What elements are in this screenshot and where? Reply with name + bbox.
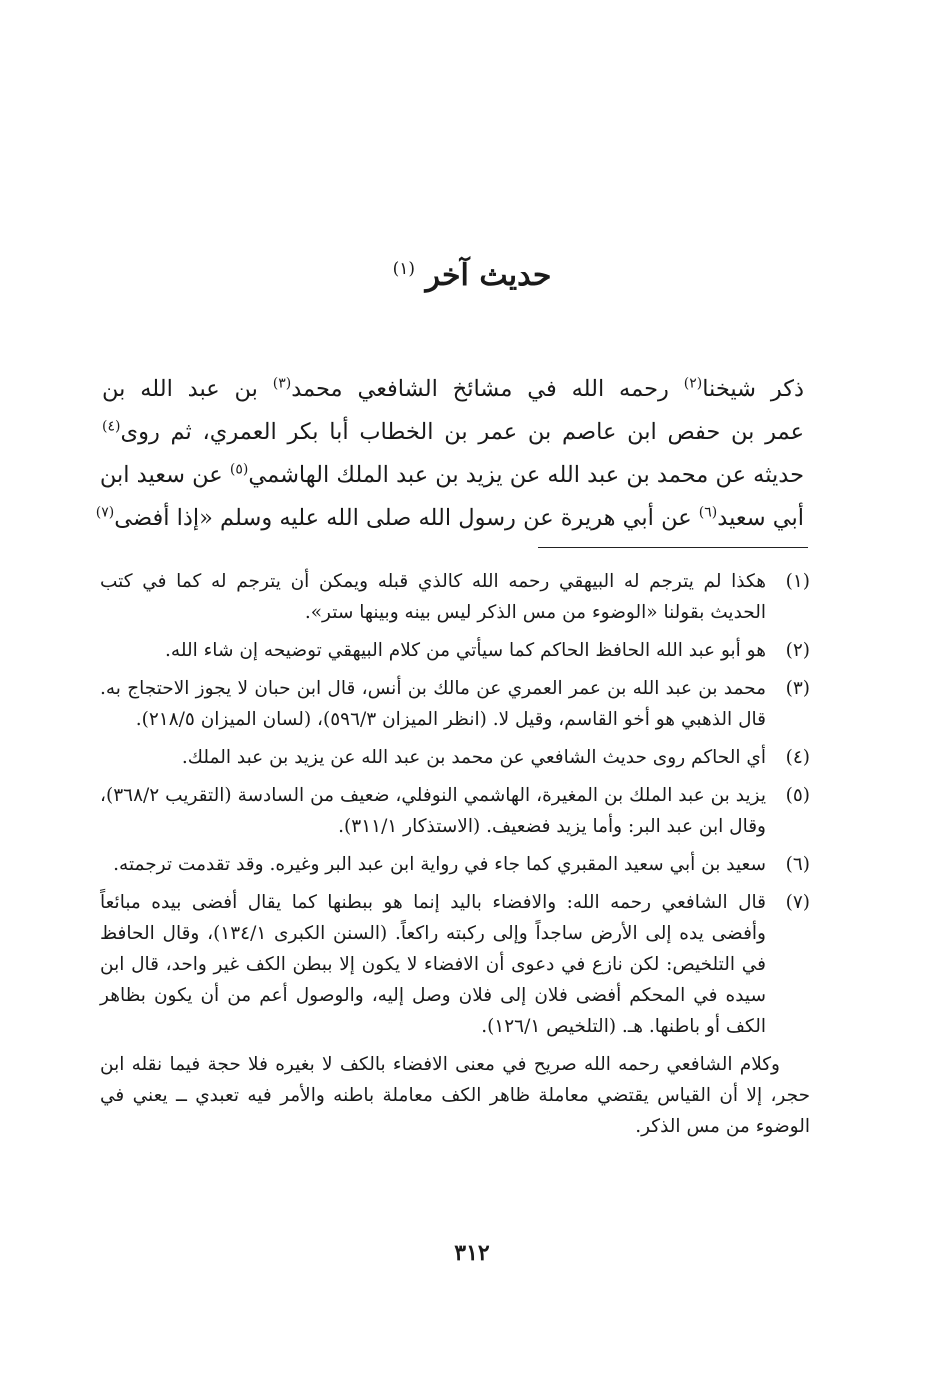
main-line-3 [99, 454, 804, 497]
footnote-5 [100, 780, 810, 842]
main-text-segment: ذكر شيخنا [702, 376, 804, 402]
main-text-segment: رحمه الله في مشائخ الشافعي محمد [291, 376, 684, 402]
footnote-text: قال الشافعي رحمه الله: والافضاء باليد إنما هو ببطنها كما يقال أفضى بيده مبائعاً وأفضى يده إلى الأرض ساجداً وإلى ركبته راكعاً. (السنن الكبرى ١٣٤/١)، وقال الحافظ في التلخيص: لكن نازع في دعوى أن الافضاء لا يكون إلا ببطن الكف غير واحد، قال ابن سيده في المحكم أفضى فلان إلى فلان وصل إليه، والوصول أعم من أن يكون بظاهر الكف أو باطنها. هـ. (التلخيص ١٢٦/١). [100, 892, 766, 1037]
footnote-separator [538, 547, 808, 548]
footnote-6 [100, 849, 810, 880]
footnote-ref: (٢) [683, 375, 703, 392]
footnote-ref: (٤) [102, 418, 121, 435]
footnote-2 [100, 635, 810, 666]
footnote-1 [100, 566, 810, 628]
footnote-text: هكذا لم يترجم له البيهقي رحمه الله كالذي قبله ويمكن أن يترجم له كما في كتب الحديث بقولنا «الوضوء من مس الذكر ليس بينه وبينها ستر». [100, 571, 766, 623]
footnotes [100, 566, 810, 1142]
main-paragraph [95, 368, 804, 540]
main-line-4 [95, 497, 804, 540]
footnote-text: هو أبو عبد الله الحافظ الحاكم كما سيأتي من كلام البيهقي توضيحه إن شاء الله. [165, 640, 766, 661]
footnote-number: (٦) [785, 854, 810, 875]
footnote-number: (٢) [785, 640, 810, 661]
footnote-text: محمد بن عبد الله بن عمر العمري عن مالك بن أنس، قال ابن حبان لا يجوز الاحتجاج به. قال الذهبي هو أخو القاسم، وقيل لا. (انظر الميزان ٥٩٦/٣)، (لسان الميزان ٢١٨/٥). [100, 678, 766, 730]
main-text-segment: عن أبي هريرة عن رسول الله صلى الله عليه وسلم «إذا أفضى [114, 505, 699, 531]
footnote-number: (١) [785, 571, 810, 592]
main-text-segment: أبي سعيد [717, 505, 804, 531]
footnote-3 [100, 673, 810, 735]
main-line-1 [102, 368, 804, 411]
footnote-ref: (٥) [229, 461, 249, 478]
footnote-text: سعيد بن أبي سعيد المقبري كما جاء في رواية ابن عبد البر وغيره. وقد تقدمت ترجمته. [113, 854, 766, 875]
footnote-4 [100, 742, 810, 773]
footnote-7 [100, 887, 810, 1042]
main-text-segment: عن سعيد ابن [99, 462, 230, 488]
footnote-text: يزيد بن عبد الملك بن المغيرة، الهاشمي النوفلي، ضعيف من السادسة (التقريب ٣٦٨/٢)، وقال ابن عبد البر: وأما يزيد فضعيف. (الاستذكار ٣١١/١). [100, 785, 766, 837]
footnote-number: (٣) [785, 678, 810, 699]
main-text-segment: عمر بن حفص ابن عاصم بن عمر بن الخطاب أبا بكر العمري، ثم روى [120, 419, 804, 445]
footnote-number: (٧) [785, 892, 810, 913]
footnote-number: (٤) [785, 747, 810, 768]
main-text-segment: حديثه عن محمد بن عبد الله عن يزيد بن عبد الملك الهاشمي [248, 462, 804, 488]
footnote-text: أي الحاكم روى حديث الشافعي عن محمد بن عبد الله عن يزيد بن عبد الملك. [181, 747, 766, 768]
chapter-title-text: حديث آخر [425, 258, 552, 293]
main-text-segment: بن عبد الله بن [102, 376, 273, 402]
main-line-2 [102, 411, 804, 454]
footnote-ref: (٣) [272, 375, 292, 392]
footnote-number: (٥) [785, 785, 810, 806]
chapter-title [0, 258, 944, 293]
footnote-continuation: وكلام الشافعي رحمه الله صريح في معنى الافضاء بالكف لا بغيره فلا حجة فيما نقله ابن حجر، إلا أن القياس يقتضي معاملة ظاهر الكف معاملة باطنه والأمر فيه تعبدي ــ يعني في الوضوء من مس الذكر. [100, 1054, 810, 1137]
chapter-title-footnote-ref: (١) [392, 259, 415, 279]
footnote-ref: (٧) [95, 504, 115, 521]
page-number: ٣١٢ [454, 1240, 490, 1266]
footnote-ref: (٦) [698, 504, 718, 521]
